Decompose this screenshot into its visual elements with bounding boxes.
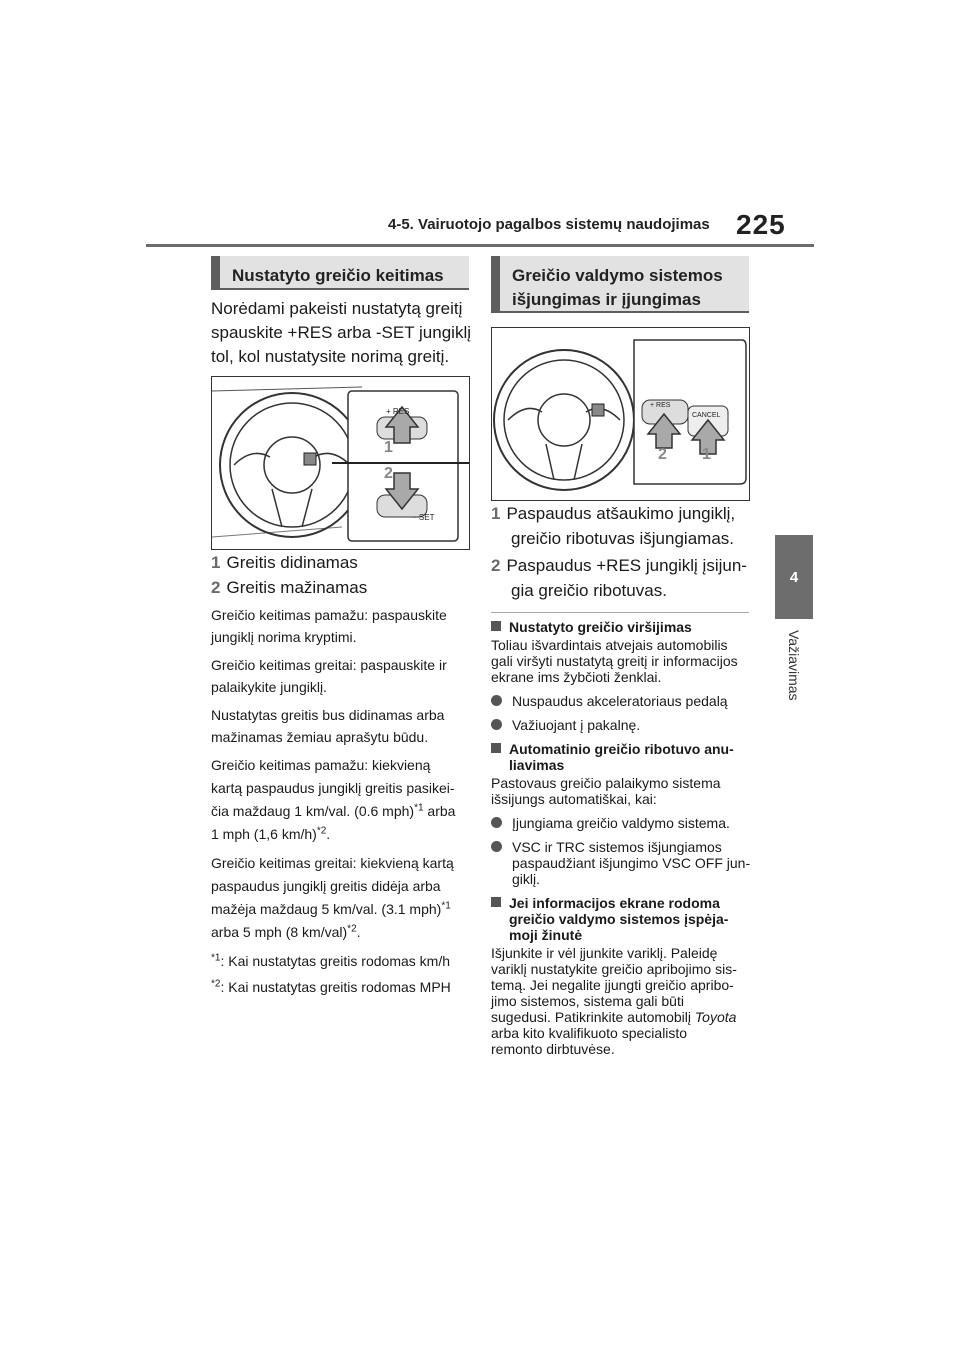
figure-cancel-switch: [491, 327, 750, 501]
header-rule: [146, 244, 814, 247]
paragraph: Greičio keitimas pamažu: paspauskite jungiklį norima kryptimi.: [211, 607, 447, 645]
list-item: 1 Paspaudus atšaukimo jungiklį,: [491, 504, 736, 523]
steering-wheel-illustration: [212, 377, 469, 549]
paragraph: Greičio keitimas greitai: kiekvieną kartą paspaudus jungiklį greitis didėja arba mažėja maždaug 5 km/val. (3.1 mph)$^{*1}$ arba 5 mph (8 km/val)$^{*2}$.: [211, 855, 454, 940]
intro-paragraph: Norėdami pakeisti nustatytą greitį spauskite +RES arba -SET jungiklį tol, kol nustatysite norimą greitį.: [211, 299, 472, 366]
subheading-warning-message: Jei informacijos ekrane rodoma greičio valdymo sistemos įspėja- moji žinutė: [491, 895, 753, 943]
section-divider: [491, 612, 749, 613]
paragraph: Greičio keitimas pamažu: kiekvieną kartą paspaudus jungiklį greitis pasikei- čia maždaug 1 km/val. (0.6 mph)$^{*1}$ arba 1 mph (1,6 km/h)$^{*2}$.: [211, 757, 456, 842]
bullet-item: Įjungiama greičio valdymo sistema.: [491, 815, 753, 831]
chapter-label: Važiavimas: [786, 630, 802, 701]
list-item: 2 Greitis mažinamas: [211, 578, 368, 597]
left-body-text: [211, 604, 471, 998]
list-item: 1 Greitis didinamas: [211, 553, 358, 572]
footnote: $^{*1}$: Kai nustatytas greitis rodomas km/h: [211, 952, 450, 969]
cancel-switch-label: CANCEL: [692, 412, 721, 419]
left-numbered-list: [211, 551, 367, 600]
figure-callout-2: 2: [384, 465, 393, 482]
figure-speed-switch: [211, 376, 470, 550]
subheading-speed-exceed: Nustatyto greičio viršijimas: [491, 619, 753, 635]
bullet-item: Važiuojant į pakalnę.: [491, 717, 753, 733]
set-switch-label: − SET: [412, 513, 435, 522]
chapter-tab[interactable]: [775, 535, 813, 619]
paragraph: Greičio keitimas greitai: paspauskite ir palaikykite jungiklį.: [211, 657, 447, 695]
chapter-number: 4: [789, 568, 799, 586]
section-heading-cruise-toggle: Greičio valdymo sistemos išjungimas ir įjungimas: [491, 256, 749, 313]
footnote: $^{*2}$: Kai nustatytas greitis rodomas MPH: [211, 978, 451, 995]
subheading-auto-cancel: Automatinio greičio ribotuvo anu- liavimas: [491, 741, 753, 773]
page-number: 225: [736, 209, 786, 240]
running-header: 4-5. Vairuotojo pagalbos sistemų naudojimas: [388, 216, 710, 233]
res-switch-label: + RES: [650, 402, 671, 409]
paragraph: Pastovaus greičio palaikymo sistema išsijungs automatiškai, kai:: [491, 775, 721, 807]
figure-callout-1: 1: [702, 446, 711, 463]
paragraph: Toliau išvardintais atvejais automobilis gali viršyti nustatytą greitį ir informacijos ekrane ims žybčioti ženklai.: [491, 637, 738, 685]
section-heading-speed-change: Nustatyto greičio keitimas: [211, 256, 469, 290]
right-numbered-list: 1 Paspaudus atšaukimo jungiklį, greičio ribotuvas išjungiamas. 2 Paspaudus +RES jungiklį įsijun- gia greičio ribotuvas.: [491, 504, 747, 600]
paragraph: Nustatytas greitis bus didinamas arba mažinamas žemiau aprašytu būdu.: [211, 707, 445, 745]
bullet-item: Nuspaudus akceleratoriaus pedalą: [491, 693, 753, 709]
list-item: 2 Paspaudus +RES jungiklį įsijun-: [491, 556, 747, 575]
res-switch-label: + RES: [386, 407, 410, 416]
bullet-item: VSC ir TRC sistemos išjungiamos paspaudžiant išjungimo VSC OFF jun- giklį.: [491, 839, 753, 887]
right-notes: [491, 619, 753, 1057]
figure-callout-1: 1: [384, 439, 393, 456]
paragraph: Išjunkite ir vėl įjunkite variklį. Paleidę variklį nustatykite greičio apribojimo sis- temą. Jei negalite įjungti greičio apribo- jimo sistemos, sistema gali būti sugedusi. Patikrinkite automobilį Toyota arba kito kvalifikuoto specialisto remonto dirbtuvėse.: [491, 945, 737, 1057]
figure-callout-2: 2: [658, 446, 667, 463]
